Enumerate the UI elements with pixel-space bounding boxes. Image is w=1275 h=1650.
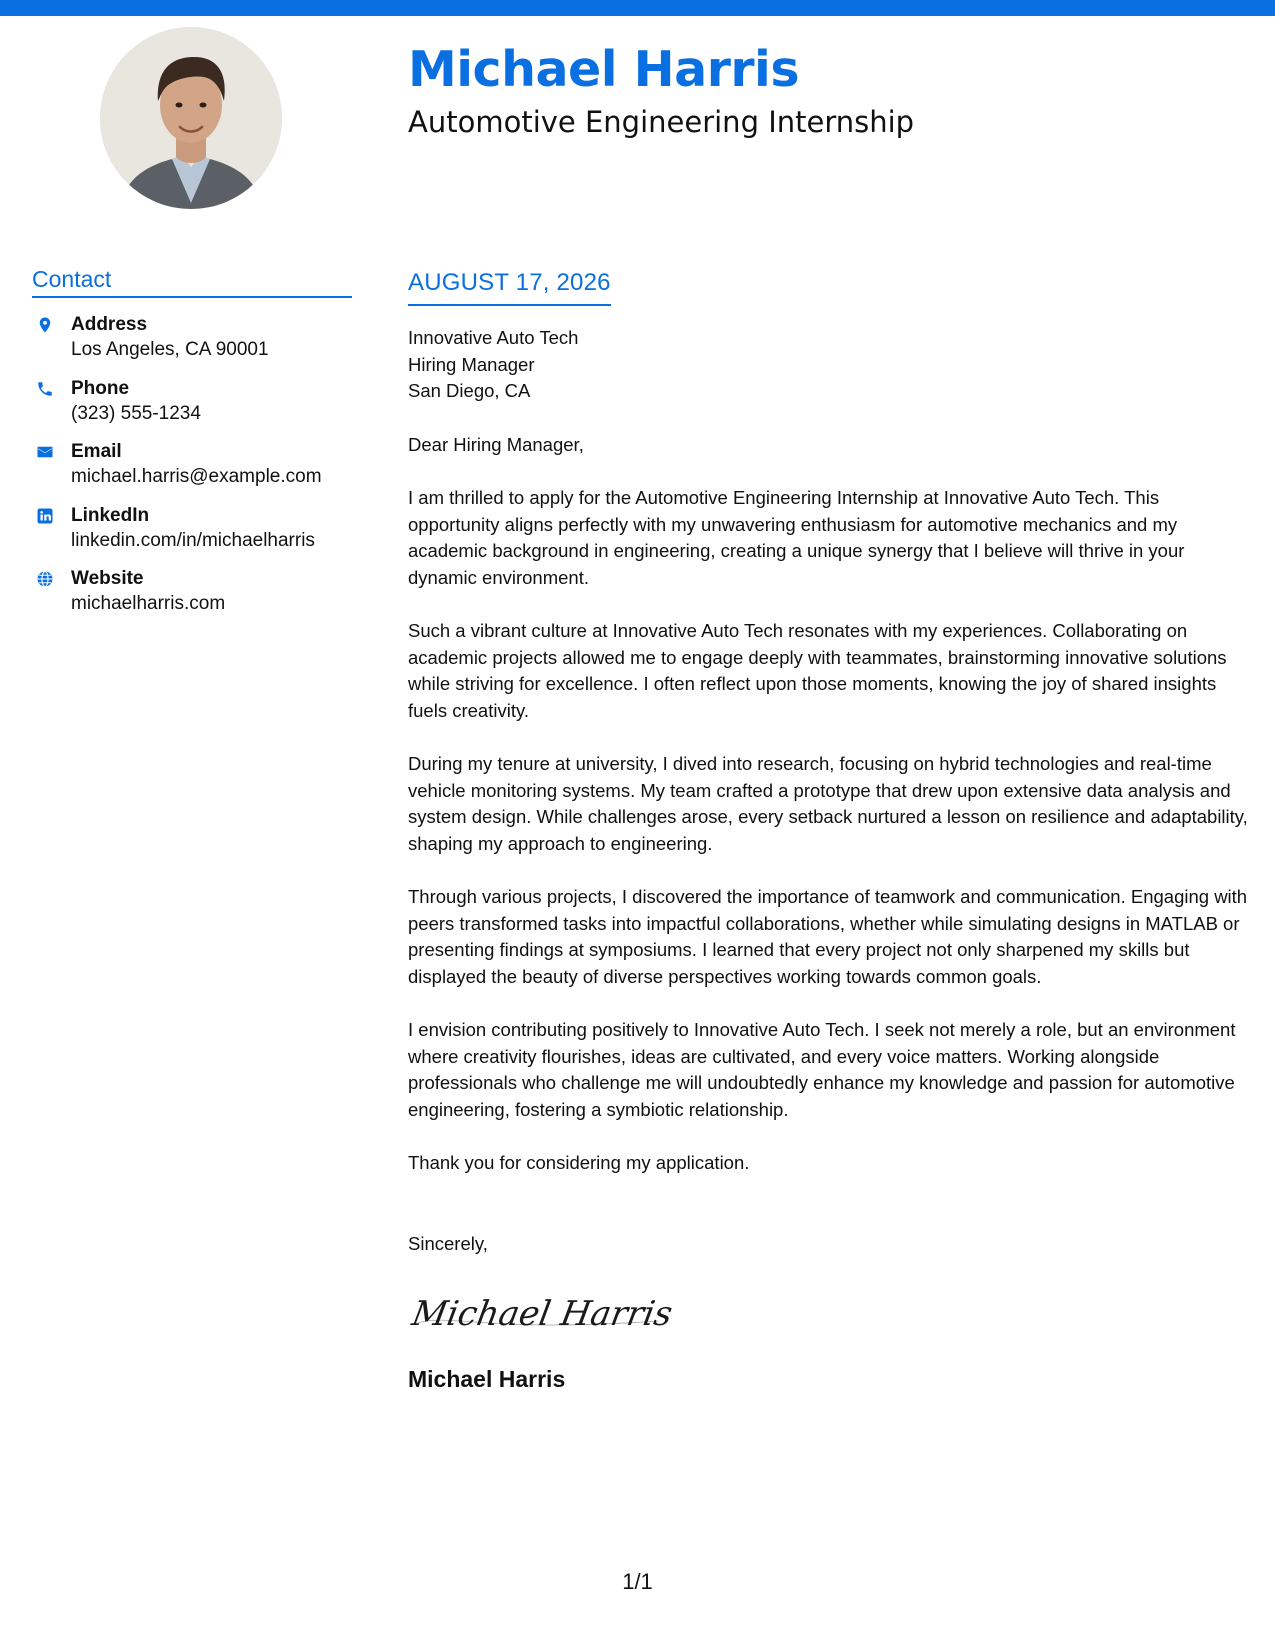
contact-item-address [32, 312, 352, 376]
linkedin-icon [36, 507, 54, 525]
website-value[interactable]: michaelharris.com [71, 593, 226, 614]
contact-list [32, 312, 352, 630]
phone-value[interactable]: (323) 555-1234 [71, 402, 201, 424]
letter-paragraph: I envision contributing positively to Innovative Auto Tech. I seek not merely a role, but an environment where creativity flourishes, ideas are cultivated, and every voice matters. Working alongside professionals who challenge me will undoubtedly enhance my knowledge and passion for automotive engineering, fostering a symbiotic relationship. [408, 1019, 1236, 1120]
salutation: Dear Hiring Manager, [408, 433, 584, 455]
email-value[interactable]: michael.harris@example.com [71, 466, 322, 487]
contact-sidebar [32, 265, 352, 630]
contact-label: Phone [71, 377, 130, 399]
recipient-company: Innovative Auto Tech [408, 327, 579, 348]
job-title: Automotive Engineering Internship [408, 105, 915, 139]
closing: Sincerely, [408, 1232, 488, 1254]
envelope-icon [36, 443, 54, 461]
applicant-name: Michael Harris [408, 41, 800, 98]
contact-item-linkedin [32, 503, 352, 567]
contact-item-phone [32, 376, 352, 440]
profile-photo [100, 27, 282, 209]
signature-glyphs: Michael Harris [409, 1294, 676, 1334]
letter-paragraph: Such a vibrant culture at Innovative Auto Tech resonates with my experiences. Collaborating on academic projects allowed me to engage deeply with teammates, brainstorming innovative solutions while striving for excellence. I often reflect upon those moments, knowing the joy of shared insights fuels creativity. [408, 620, 1227, 721]
letter-date: AUGUST 17, 2026 [408, 266, 611, 306]
location-pin-icon [36, 316, 54, 334]
handwritten-signature [408, 1283, 678, 1343]
signed-name: Michael Harris [408, 1366, 566, 1392]
linkedin-value[interactable]: linkedin.com/in/michaelharris [71, 529, 315, 551]
letter-paragraph: During my tenure at university, I dived into research, focusing on hybrid technologies and real-time vehicle monitoring systems. My team crafted a prototype that drew upon extensive data analysis and system design. While challenges arose, every setback nurtured a lesson on resilience and adaptability, shaping my approach to engineering. [408, 753, 1248, 854]
contact-heading: Contact [32, 265, 352, 298]
top-accent-bar [0, 0, 1275, 16]
letter-paragraph: Through various projects, I discovered the importance of teamwork and communication. Engaging with peers transformed tasks into impactful collaborations, whether while simulating designs in MATLAB or presenting findings at symposiums. I learned that every project not only sharpened my skills but displayed the beauty of diverse perspectives working towards common goals. [408, 886, 1248, 987]
address-value: Los Angeles, CA 90001 [71, 339, 269, 360]
letter-paragraph: Thank you for considering my application. [408, 1152, 750, 1173]
recipient-block [408, 325, 1253, 405]
letter-paragraph: I am thrilled to apply for the Automotive Engineering Internship at Innovative Auto Tech. This opportunity aligns perfectly with my unwavering enthusiasm for automotive mechanics and my academic background in engineering, creating a unique synergy that I believe will thrive in your dynamic environment. [408, 487, 1185, 588]
phone-icon [36, 380, 54, 398]
globe-icon [36, 570, 54, 588]
contact-label: Email [71, 441, 122, 462]
page-number: 1/1 [622, 1569, 653, 1594]
contact-item-email [32, 439, 352, 503]
recipient-location: San Diego, CA [408, 380, 531, 401]
contact-item-website [32, 566, 352, 630]
contact-label: Address [71, 314, 148, 335]
contact-label: Website [71, 568, 144, 589]
contact-label: LinkedIn [71, 504, 150, 526]
letter-body [408, 266, 1253, 1393]
recipient-role: Hiring Manager [408, 353, 535, 375]
